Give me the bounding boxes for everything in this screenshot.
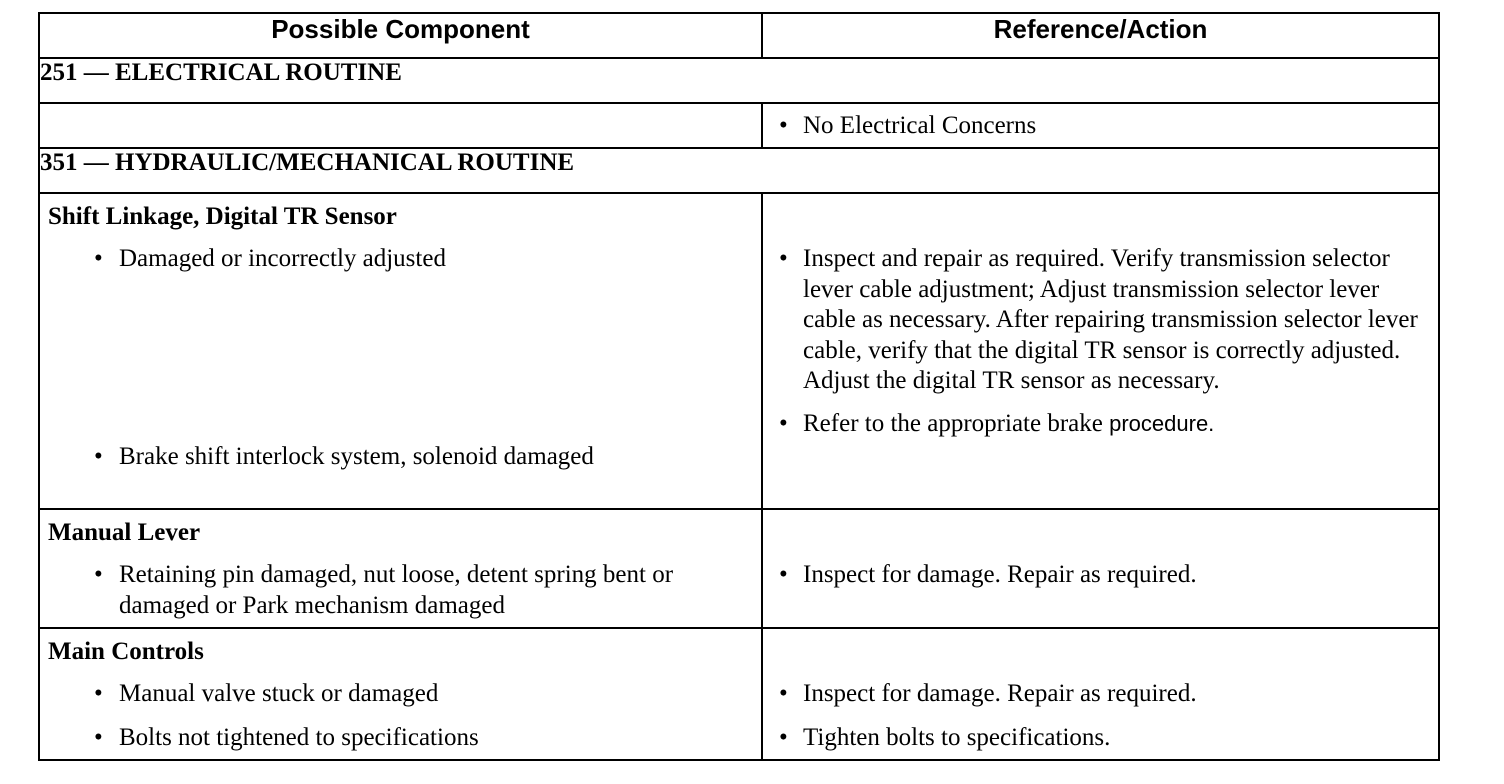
section-title-hydraulic: 351 — HYDRAULIC/MECHANICAL ROUTINE bbox=[39, 148, 1439, 193]
table-row bbox=[39, 628, 1439, 760]
group-title: Main Controls bbox=[48, 638, 204, 665]
action-text-suffix: procedure. bbox=[1109, 410, 1215, 436]
bullet: • bbox=[779, 723, 788, 751]
header-row bbox=[39, 13, 1439, 58]
list-item bbox=[40, 244, 761, 275]
bullet: • bbox=[94, 561, 103, 588]
action-text: No Electrical Concerns bbox=[803, 112, 1037, 140]
component-text: Retaining pin damaged, nut loose, detent spring bent or damaged or Park mechanism damaged bbox=[119, 561, 674, 619]
bullet: • bbox=[94, 680, 103, 707]
component-cell bbox=[39, 193, 762, 509]
list-item bbox=[40, 560, 761, 621]
action-text: Inspect for damage. Repair as required. bbox=[803, 561, 1197, 588]
list-item bbox=[763, 111, 1438, 142]
list-item bbox=[40, 442, 761, 473]
component-text: Bolts not tightened to specifications bbox=[119, 723, 479, 751]
list-item bbox=[40, 679, 761, 710]
bullet: • bbox=[779, 561, 788, 588]
action-text: Inspect and repair as required. Verify transmission selector lever cable adjustment; Adjust transmission selector lever cable as necessary. After repairing transmission selector lever cable, verify that the digital TR sensor is correctly adjusted. Adjust the digital TR sensor as necessary. bbox=[803, 245, 1418, 394]
component-text: Brake shift interlock system, solenoid damaged bbox=[119, 442, 594, 470]
bullet: • bbox=[94, 442, 103, 470]
list-item bbox=[763, 723, 1438, 754]
action-text: Refer to the appropriate brake bbox=[803, 409, 1103, 437]
table-row bbox=[39, 193, 1439, 509]
section-row-hydraulic bbox=[39, 148, 1439, 193]
group-title: Manual Lever bbox=[48, 519, 201, 546]
table-row bbox=[39, 509, 1439, 628]
table-row bbox=[39, 103, 1439, 148]
bullet: • bbox=[94, 723, 103, 751]
header-possible-component: Possible Component bbox=[39, 13, 762, 58]
bullet: • bbox=[779, 409, 788, 437]
empty-component-cell bbox=[39, 103, 762, 148]
list-item bbox=[763, 409, 1438, 440]
list-item bbox=[40, 723, 761, 754]
component-cell bbox=[39, 509, 762, 628]
diagnosis-table bbox=[38, 12, 1440, 761]
action-cell bbox=[762, 628, 1439, 760]
section-row-electrical bbox=[39, 58, 1439, 103]
list-item bbox=[763, 244, 1438, 397]
bullet: • bbox=[779, 112, 788, 140]
list-item bbox=[763, 679, 1438, 710]
action-cell bbox=[762, 193, 1439, 509]
component-cell bbox=[39, 628, 762, 760]
action-text: Inspect for damage. Repair as required. bbox=[803, 680, 1197, 707]
component-text: Damaged or incorrectly adjusted bbox=[119, 245, 446, 272]
action-cell bbox=[762, 103, 1439, 148]
bullet: • bbox=[779, 680, 788, 707]
list-item bbox=[763, 560, 1438, 591]
component-text: Manual valve stuck or damaged bbox=[119, 680, 439, 707]
action-text: Tighten bolts to specifications. bbox=[803, 723, 1111, 751]
bullet: • bbox=[94, 245, 103, 272]
header-reference-action: Reference/Action bbox=[762, 13, 1439, 58]
group-title: Shift Linkage, Digital TR Sensor bbox=[48, 203, 397, 230]
action-cell bbox=[762, 509, 1439, 628]
bullet: • bbox=[779, 245, 788, 272]
section-title-electrical: 251 — ELECTRICAL ROUTINE bbox=[39, 58, 1439, 103]
